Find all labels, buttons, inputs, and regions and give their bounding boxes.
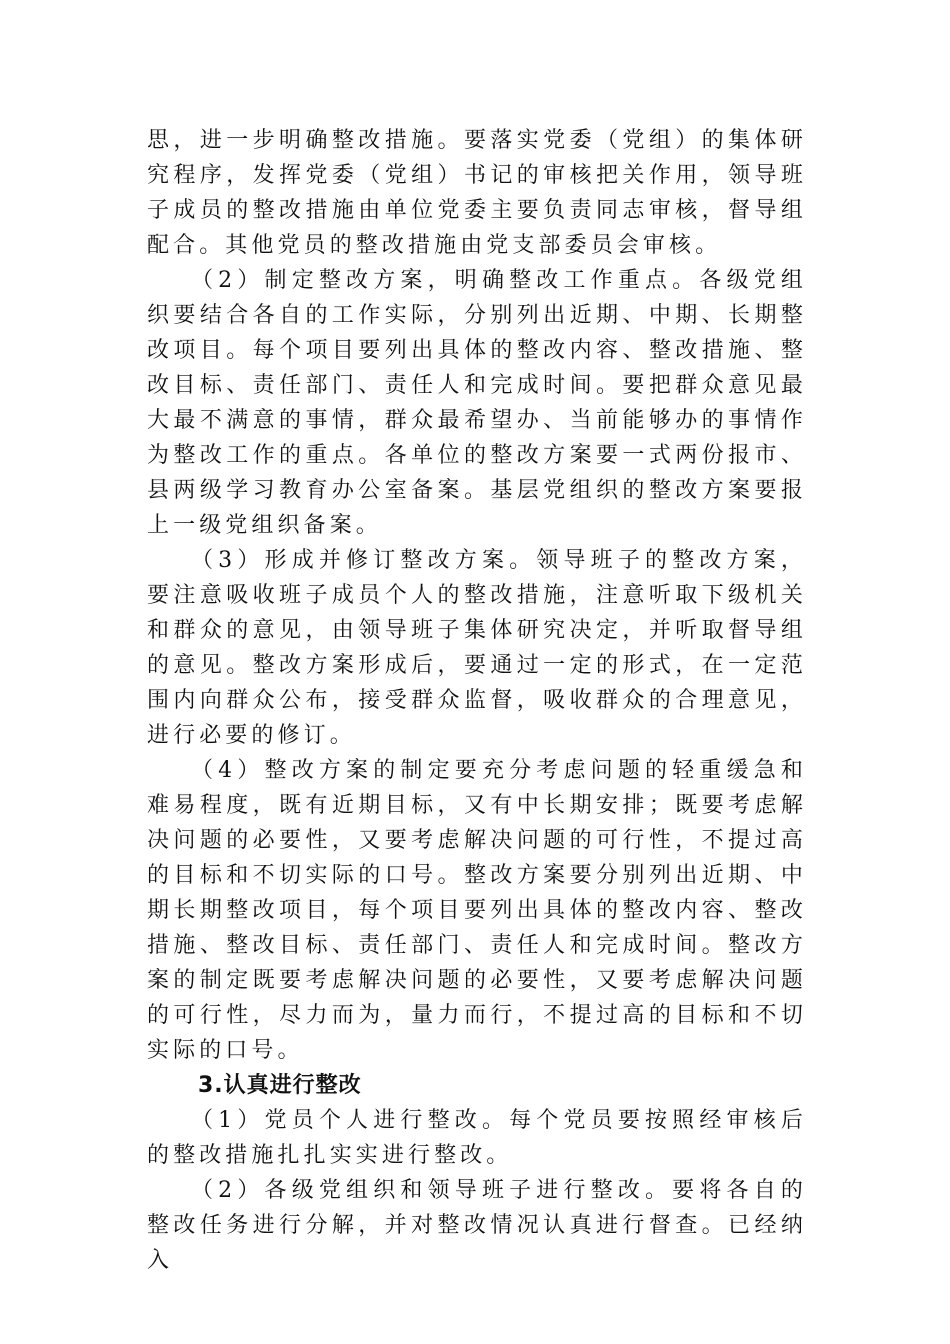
paragraph-section3-item-2: （2）各级党组织和领导班子进行整改。要将各自的整改任务进行分解，并对整改情况认真进行督查。已经纳入 <box>147 1178 807 1273</box>
document-page <box>147 123 807 1278</box>
paragraph-item-4: （4）整改方案的制定要充分考虑问题的轻重缓急和难易程度，既有近期目标，又有中长期安排；既要考虑解决问题的必要性，又要考虑解决问题的可行性，不提过高的目标和不切实际的口号。整改方案要分别列出近期、中期长期整改项目，每个项目要列出具体的整改内容、整改措施、整改目标、责任部门、责任人和完成时间。整改方案的制定既要考虑解决问题的必要性，又要考虑解决问题的可行性，尽力而为，量力而行，不提过高的目标和不切实际的口号。 <box>147 758 807 1063</box>
paragraph-section3-item-1: （1）党员个人进行整改。每个党员要按照经审核后的整改措施扎扎实实进行整改。 <box>147 1108 807 1168</box>
paragraph-item-3: （3）形成并修订整改方案。领导班子的整改方案，要注意吸收班子成员个人的整改措施，注意听取下级机关和群众的意见，由领导班子集体研究决定，并听取督导组的意见。整改方案形成后，要通过一定的形式，在一定范围内向群众公布，接受群众监督，吸收群众的合理意见，进行必要的修订。 <box>147 548 807 748</box>
section-heading: 3.认真进行整改 <box>198 1073 362 1098</box>
paragraph-item-2: （2）制定整改方案，明确整改工作重点。各级党组织要结合各自的工作实际，分别列出近期、中期、长期整改项目。每个项目要列出具体的整改内容、整改措施、整改目标、责任部门、责任人和完成时间。要把群众意见最大最不满意的事情，群众最希望办、当前能够办的事情作为整改工作的重点。各单位的整改方案要一式两份报市、县两级学习教育办公室备案。基层党组织的整改方案要报上一级党组织备案。 <box>147 268 807 538</box>
paragraph-continuation: 思，进一步明确整改措施。要落实党委（党组）的集体研究程序，发挥党委（党组）书记的审核把关作用，领导班子成员的整改措施由单位党委主要负责同志审核，督导组配合。其他党员的整改措施由党支部委员会审核。 <box>147 128 807 258</box>
